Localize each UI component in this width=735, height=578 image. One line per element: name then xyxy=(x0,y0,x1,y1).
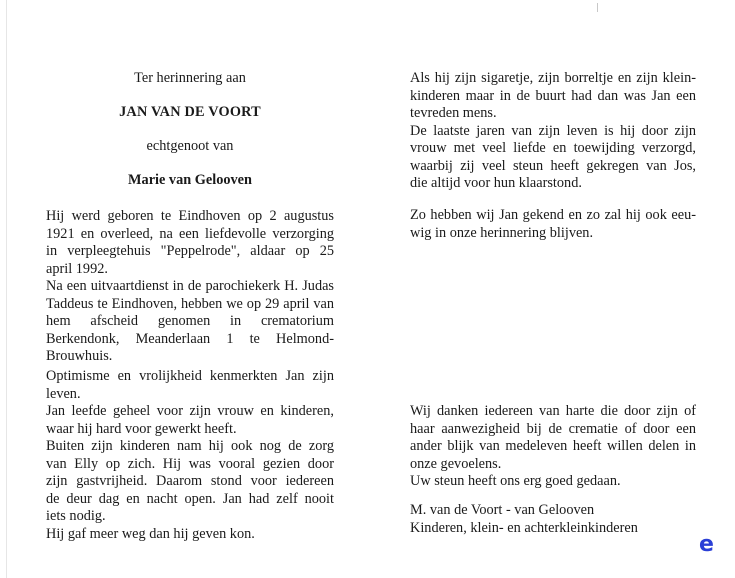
text-line: de deur dag en nacht open. Jan had zelf nooit xyxy=(46,490,334,507)
text-line: april 1992. xyxy=(46,260,108,277)
text-line: Wij danken iedereen van harte die door zijn of xyxy=(410,403,696,419)
text-line: leven. xyxy=(46,385,81,402)
text-line: Taddeus te Eindhoven, hebben we op 29 april van xyxy=(46,295,334,312)
text-line: Na een uitvaartdienst in de parochiekerk H. Judas xyxy=(46,278,334,294)
text-line: Jan leefde geheel voor zijn vrouw en kinderen, xyxy=(46,403,334,419)
text-line: vrouw met veel liefde en toewijding verzorgd, xyxy=(410,140,696,156)
scan-tick-mark xyxy=(597,3,598,12)
text-line: Brouwhuis. xyxy=(46,348,113,364)
text-line: De laatste jaren van zijn leven is hij door zijn xyxy=(410,122,696,139)
spouse-name: Marie van Gelooven xyxy=(128,172,252,188)
text-line: kinderen maar in de buurt had dan was Jan een xyxy=(410,87,696,104)
text-line: 1921 en overleed, na een liefdevolle verzorging xyxy=(46,225,334,242)
text-line: wig in onze herinnering blijven. xyxy=(410,224,594,241)
text-line: Buiten zijn kinderen nam hij ook nog de zorg xyxy=(46,438,334,454)
habits-paragraph xyxy=(410,70,696,193)
thanks-paragraph xyxy=(410,403,696,491)
text-line: waarbij zij veel steun heeft gekregen van Jos, xyxy=(410,157,696,174)
text-line: waar hij hard voor gewerkt heeft. xyxy=(46,420,237,437)
scan-edge-line xyxy=(6,0,7,578)
text-line: tevreden mens. xyxy=(410,105,497,121)
text-line: Berkendonk, Meanderlaan 1 te Helmond- xyxy=(46,330,334,347)
signature-family: M. van de Voort - van Gelooven xyxy=(410,502,595,518)
text-line: haar aanwezigheid bij de crematie of door een xyxy=(410,420,696,437)
support-line: Uw steun heeft ons erg goed gedaan. xyxy=(410,473,621,489)
deceased-name: JAN VAN DE VOORT xyxy=(119,104,261,120)
text-line: Als hij zijn sigaretje, zijn borreltje en zijn klein- xyxy=(410,70,696,86)
text-line: Optimisme en vrolijkheid kenmerkten Jan zijn xyxy=(46,368,334,384)
intro-text: Ter herinnering aan xyxy=(134,70,246,86)
signature-block xyxy=(410,502,696,537)
text-line: onze gevoelens. xyxy=(410,455,502,472)
text-line: Hij werd geboren te Eindhoven op 2 augustus xyxy=(46,208,334,224)
text-line: ander blijk van medeleven heeft willen delen in xyxy=(410,438,696,454)
character-paragraph xyxy=(46,368,334,543)
spouse-intro: echtgenoot van xyxy=(146,138,234,154)
text-line: in verpleegtehuis "Peppelrode", aldaar op 25 xyxy=(46,243,334,259)
text-line: die altijd voor hun klaarstond. xyxy=(410,175,582,191)
text-line: Zo hebben wij Jan gekend en zo zal hij ook eeu- xyxy=(410,207,696,223)
text-line: van Elly op zich. Hij was vooral gezien door xyxy=(46,455,334,472)
e-logo-icon: e xyxy=(699,532,714,557)
birth-death-paragraph xyxy=(46,208,334,366)
text-line: Hij gaf meer weg dan hij geven kon. xyxy=(46,525,255,542)
text-line: iets nodig. xyxy=(46,508,106,524)
signature-children: Kinderen, klein- en achterkleinkinderen xyxy=(410,519,638,536)
text-line: hem afscheid genomen in crematorium xyxy=(46,313,334,329)
remembrance-paragraph xyxy=(410,207,696,242)
text-line: zijn gastvrijheid. Daarom stond voor iedereen xyxy=(46,473,334,489)
